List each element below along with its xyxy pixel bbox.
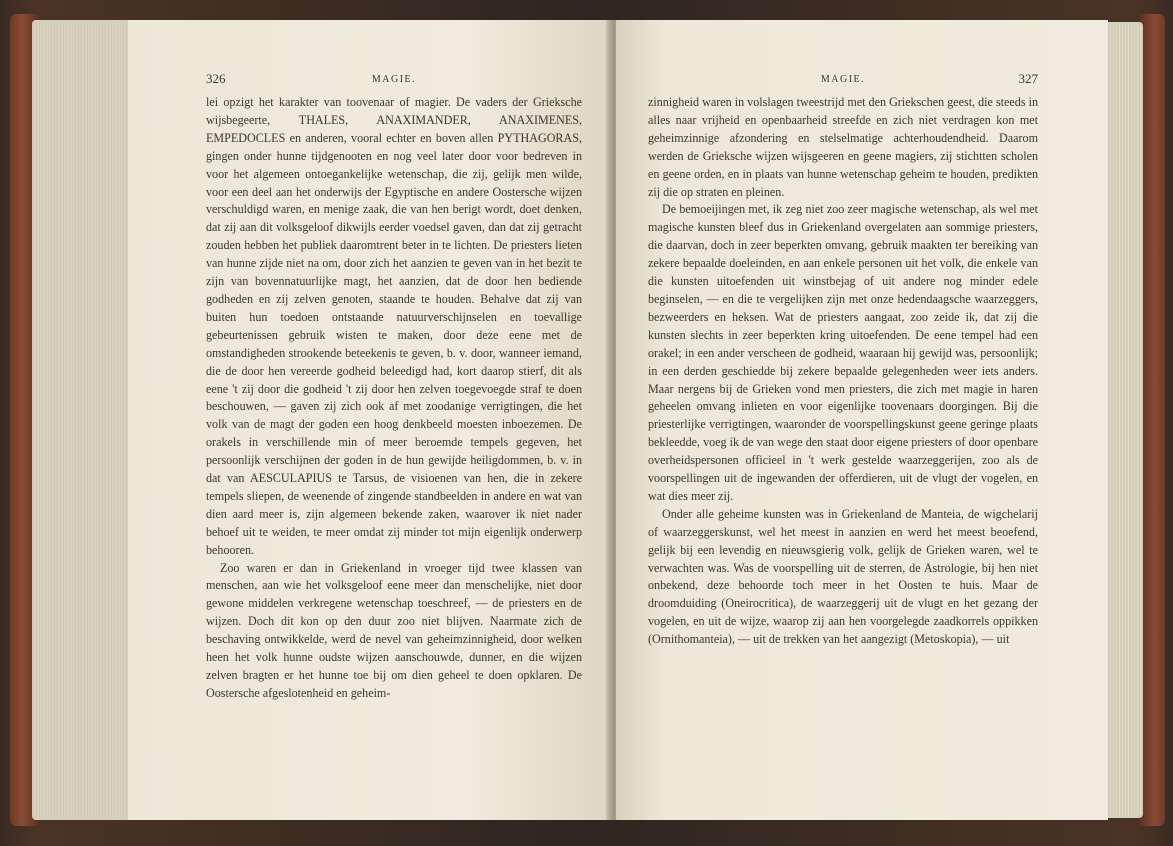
right-page-number: 327 (1018, 71, 1038, 86)
page-edges-left (32, 20, 132, 820)
right-running-title: MAGIE. (820, 74, 866, 85)
left-page (128, 20, 612, 820)
left-body-text (206, 94, 582, 703)
right-paragraph: De bemoeijingen met, ik zeg niet zoo zeer magische wetenschap, als wel met magische kunsten bleef dus in Griekenland overgelaten aan sommige priesters, die daarvan, doch in zeer beperkten omvang, gebruik maakten ter bereiking van zekere bepaalde doeleinden, en aan enkele personen uit het volk, die enkele van die kunsten uitoefenden uit winstbejag of uit andere nog minder edele beginselen, — en die te vergelijken zijn met onze hedendaagsche waarzeggers, bezweerders en heksen. Wat de priesters aangaat, zoo zeide ik, dat zij die kunsten slechts in zeer beperkten kring uitoefenden. De eene tempel had een orakel; in een ander verscheen de godheid, waaraan hij gewijd was, persoonlijk; in een derden geschiedde bij zekere bepaalde gelegenheden weer iets anders. Maar nergens bij de Grieken vond men priesters, die zich met magie in haren geheelen omvang inlieten en voor eigenlijke toovenaars doorgingen. Bij die priesterlijke verrigtingen, waaronder de voorspellingskunst geene geringe plaats bekleedde, voeg ik de van wege den staat door eigene priesters of door openbare overheidspersonen officieel in 't werk gestelde waarzeggerijen, zoo als de voorspellingen uit de ingewanden der offerdieren, uit de vlugt der vogelen, en wat dies meer zij. (648, 202, 1038, 503)
right-running-head (648, 72, 1038, 94)
left-running-title: MAGIE. (371, 74, 417, 85)
left-paragraph: Zoo waren er dan in Griekenland in vroeger tijd twee klassen van menschen, aan wie het volksgeloof eene meer dan menschelijke, niet door gewone middelen verkregene wetenschap toeschreef, — de priesters en de wijzen. Doch dit kon op den duur zoo niet blijven. Naarmate zich de beschaving ontwikkelde, werd de nevel van geheimzinnigheid, door welken heen het volk hunne oudste wijzen aanschouwde, dunner, en die wijzen zelven bragten er het hunne toe bij om dien geheel te doen opklaren. De Oostersche afgeslotenheid en geheim- (206, 560, 582, 700)
left-paragraph: lei opzigt het karakter van toovenaar of magier. De vaders der Grieksche wijsbegeerte, THALES, ANAXIMANDER, ANAXIMENES, EMPEDOCLES en anderen, vooral echter en boven allen PYTHAGORAS, gingen onder hunne tijdgenooten en nog veel later door voor bedreven in voor het algemeen ontoegankelijke wetenschap, die zij, gelijk men wilde, voor een deel aan het onderwijs der Egyptische en andere Oostersche wijzen verschuldigd waren, en menige zaak, die van hen berigt wordt, doet denken, dat zij aan dit volksgeloof dikwijls eerder voedsel gaven, dan dat zij getracht zouden hebben het publiek daaromtrent beter in te lichten. De priesters lieten van hunne zijde niet na om, door zich het aanzien te geven van in het bezit te zijn van bovennatuurlijke magt, het aanzien, dat de door hen bediende godheden en zij zelven genoten, staande te houden. Behalve dat zij van buiten hun toedoen ontstaande natuurverschijnselen en toevallige gebeurtenissen gebruik wisten te maken, door deze eene met de omstandigheden strookende beteekenis te geven, b. v. door, wanneer iemand, die de door hen vereerde godheid beleedigd had, kort daarop stierf, dit als eene 't zij door die godheid 't zij door hen zelven toegevoegde straf te doen beschouwen, — gaven zij zich ook af met zoodanige verrigtingen, die het volk van de magt der goden een hoog denkbeeld moesten inboezemen. De orakels in verschillende min of meer beroemde tempels gegeven, het persoonlijk verschijnen der goden in de hun gewijde heiligdommen, b. v. in dat van AESCULAPIUS te Tarsus, de visioenen van hen, die in zekere tempels sliepen, de weenende of zingende standbeelden in andere en wat van dien aard meer is, zijn algemeen bekende zaken, waarover ik niet nader behoef uit te weiden, te meer omdat zij minder tot mijn eigenlijk onderwerp behooren. (206, 95, 582, 557)
right-paragraph: zinnigheid waren in volslagen tweestrijd met den Griekschen geest, die steeds in alles naar vrijheid en openbaarheid streefde en zich niet verdragen kon met geheimzinnige afzondering en stelselmatige achterhoudendheid. Daarom werden de Grieksche wijzen wijsgeeren en geene magiers, zij stichtten scholen en geene orden, en in plaats van hunne wetenschap geheim te houden, predikten zij die op straten en pleinen. (648, 95, 1038, 199)
left-page-number: 326 (206, 71, 226, 86)
right-body-text (648, 94, 1038, 649)
right-paragraph: Onder alle geheime kunsten was in Griekenland de Manteia, de wigchelarij of waarzeggerskunst, wel het meest in aanzien en werd het meest beoefend, gelijk bij een levendig en nieuwsgierig volk, gelijk de Grieken waren, wel te verwachten was. Was de voorspelling uit de sterren, de Astrologie, bij hen niet onbekend, deze behoorde toch meer in het Oosten te huis. Maar de droomduiding (Oneirocritica), de waarzeggerij uit de vlugt en het gezang der vogelen, en uit de wijze, waarop zij aan hen voorgelegde zaadkorrels oppikken (Ornithomanteia), — uit de trekken van het aangezigt (Metoskopia), — uit (648, 506, 1038, 647)
left-running-head (206, 72, 582, 94)
right-page (616, 20, 1108, 820)
